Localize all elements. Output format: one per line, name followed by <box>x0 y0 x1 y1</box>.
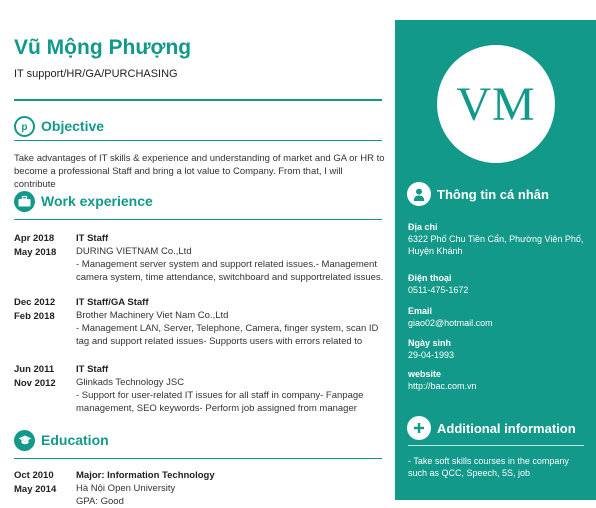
avatar-initials: VM <box>456 77 536 131</box>
work-end: Feb 2018 <box>14 311 55 322</box>
education-divider <box>14 458 382 459</box>
header-divider <box>14 99 382 101</box>
education-heading <box>14 427 109 453</box>
graduation-cap-icon <box>14 430 35 451</box>
avatar <box>437 45 555 163</box>
work-heading <box>14 188 153 214</box>
education-start: Oct 2010 <box>14 470 54 481</box>
svg-text:p: p <box>21 121 28 133</box>
work-description: - Support for user-related IT issues for all staff in company- Fanpage management, SEO keywords- Perform job assigned from manager <box>76 390 364 414</box>
website-label: website <box>408 369 442 379</box>
work-details <box>76 296 386 348</box>
work-role: IT Staff/GA Staff <box>76 297 149 308</box>
education-school: Hà Nội Open University <box>76 483 176 494</box>
personal-info-heading <box>407 182 549 206</box>
work-company: Brother Machinery Viet Nam Co.,Ltd <box>76 310 229 321</box>
work-role: IT Staff <box>76 233 109 244</box>
work-divider <box>14 219 382 220</box>
education-dates <box>14 469 74 497</box>
additional-info-divider <box>408 445 584 446</box>
work-start: Jun 2011 <box>14 364 55 375</box>
plus-icon <box>407 416 431 440</box>
objective-title: Objective <box>41 118 105 134</box>
objective-heading <box>14 113 104 139</box>
birthdate-label: Ngày sinh <box>408 338 452 348</box>
work-description: - Management server system and support related issues.- Management camera system, time attendance, switchboard and supportrelated issues. <box>76 259 384 283</box>
work-description: - Management LAN, Server, Telephone, Camera, finger system, scan ID tag and support related issues- Supports users with errors related to <box>76 323 379 347</box>
website-value[interactable]: http://bac.com.vn <box>408 381 477 391</box>
education-title: Education <box>41 432 109 448</box>
address-field <box>408 221 588 257</box>
work-end: May 2018 <box>14 247 57 258</box>
phone-label: Điện thoại <box>408 273 452 283</box>
birthdate-value: 29-04-1993 <box>408 350 455 360</box>
work-dates <box>14 296 74 324</box>
education-end: May 2014 <box>14 484 57 495</box>
objective-divider <box>14 140 382 141</box>
work-dates <box>14 232 74 260</box>
phone-value: 0511-475-1672 <box>408 285 469 295</box>
address-label: Địa chỉ <box>408 222 438 232</box>
sidebar <box>395 20 596 500</box>
work-details <box>76 363 386 415</box>
work-company: DURING VIETNAM Co.,Ltd <box>76 246 192 257</box>
education-details <box>76 469 386 508</box>
email-label: Email <box>408 306 433 316</box>
phone-field <box>408 272 588 296</box>
email-field <box>408 305 588 329</box>
candidate-name: Vũ Mộng Phượng <box>14 36 192 59</box>
additional-info-text: - Take soft skills courses in the company such as QCC, Speech, 5S, job <box>408 456 569 478</box>
work-role: IT Staff <box>76 364 109 375</box>
work-start: Apr 2018 <box>14 233 55 244</box>
user-icon <box>407 182 431 206</box>
work-title: Work experience <box>41 193 153 209</box>
address-value: 6322 Phố Chu Tiền Cẩn, Phường Viên Phố, Huyện Khánh <box>408 234 584 256</box>
personal-info-title: Thông tin cá nhân <box>437 186 549 202</box>
education-grade: GPA: Good <box>76 496 124 507</box>
birthdate-field <box>408 337 588 361</box>
work-end: Nov 2012 <box>14 378 56 389</box>
work-company: Glinkads Technology JSC <box>76 377 185 388</box>
briefcase-icon <box>14 191 35 212</box>
candidate-title: IT support/HR/GA/PURCHASING <box>14 68 178 80</box>
work-details <box>76 232 386 284</box>
email-value: giao02@hotmail.com <box>408 318 493 328</box>
work-dates <box>14 363 74 391</box>
pinterest-icon <box>14 116 35 137</box>
education-major: Major: Information Technology <box>76 470 215 481</box>
objective-text: Take advantages of IT skills & experience and understanding of market and GA or HR to become a professional Staff and bring a lot value to Company. From that, I will contribute <box>14 153 385 190</box>
website-field <box>408 368 588 392</box>
additional-info-heading <box>407 416 576 440</box>
additional-info-title: Additional information <box>437 420 576 436</box>
work-start: Dec 2012 <box>14 297 56 308</box>
